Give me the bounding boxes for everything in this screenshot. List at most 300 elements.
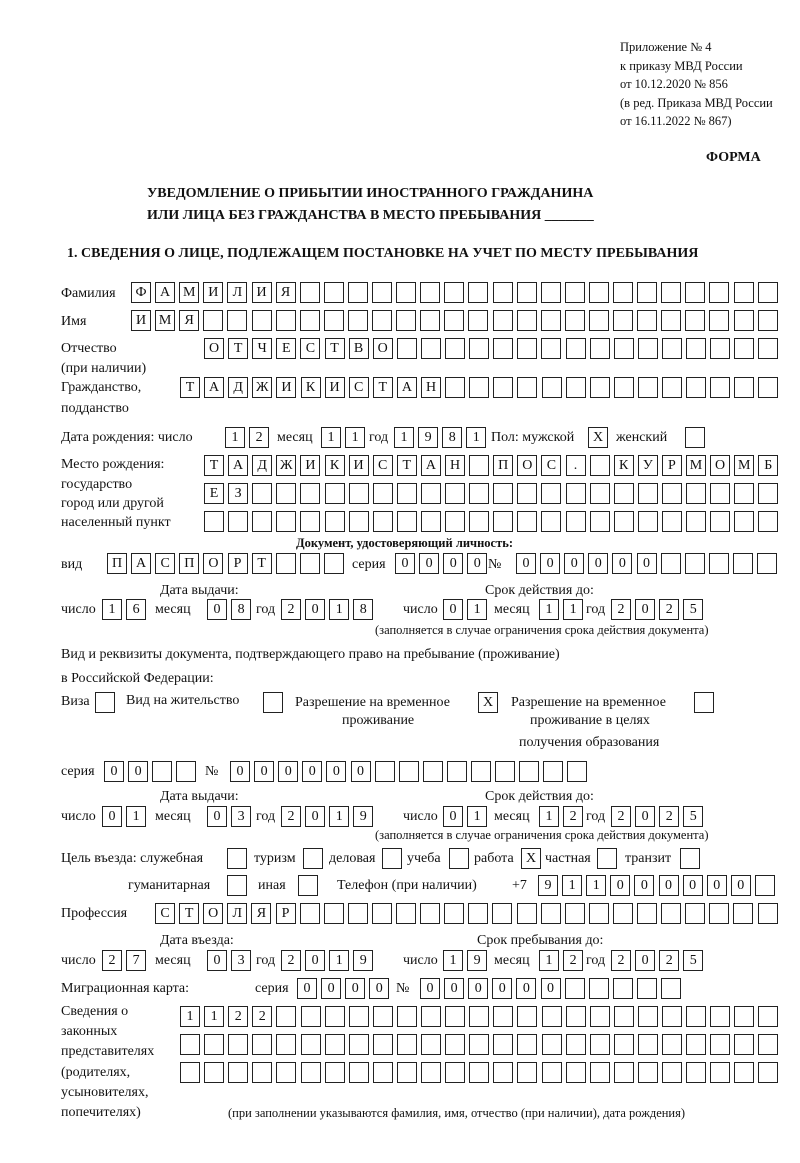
surname-cell[interactable]: [372, 282, 392, 303]
birth-year-cell[interactable]: 9: [418, 427, 438, 448]
rep2-cell[interactable]: [614, 1034, 634, 1055]
stay-valid-year-cell[interactable]: 2: [659, 806, 679, 827]
rep3-cell[interactable]: [228, 1062, 248, 1083]
citizenship-cell[interactable]: И: [325, 377, 345, 398]
birth-place1-cell[interactable]: К: [614, 455, 634, 476]
rep2-cell[interactable]: [710, 1034, 730, 1055]
stay-series-cell[interactable]: [152, 761, 172, 782]
rep3-cell[interactable]: [445, 1062, 465, 1083]
visa-cell[interactable]: [95, 692, 115, 713]
rep2-cell[interactable]: [276, 1034, 296, 1055]
p-private-cell[interactable]: [597, 848, 617, 869]
p-transit-cell[interactable]: [680, 848, 700, 869]
birth-place3-cell[interactable]: [686, 511, 706, 532]
profession-cell[interactable]: С: [155, 903, 175, 924]
doc-issue-month-cell[interactable]: 0: [207, 599, 227, 620]
name-cell[interactable]: [734, 310, 754, 331]
mc-number-cell[interactable]: [613, 978, 633, 999]
stay-number-cell[interactable]: [399, 761, 419, 782]
profession-cell[interactable]: О: [203, 903, 223, 924]
birth-place2-cell[interactable]: [300, 483, 320, 504]
birth-place1-cell[interactable]: И: [349, 455, 369, 476]
stay-number-cell[interactable]: 0: [254, 761, 274, 782]
birth-place1-cell[interactable]: И: [300, 455, 320, 476]
patronymic-cell[interactable]: Е: [276, 338, 296, 359]
stay-series-cell[interactable]: [176, 761, 196, 782]
citizenship-cell[interactable]: [445, 377, 465, 398]
patronymic-cell[interactable]: [614, 338, 634, 359]
profession-cell[interactable]: [468, 903, 488, 924]
citizenship-cell[interactable]: [614, 377, 634, 398]
surname-cell[interactable]: Л: [227, 282, 247, 303]
name-cell[interactable]: [637, 310, 657, 331]
patronymic-cell[interactable]: [734, 338, 754, 359]
rep2-cell[interactable]: [493, 1034, 513, 1055]
birth-place1-cell[interactable]: Н: [445, 455, 465, 476]
doc-series-cell[interactable]: 0: [419, 553, 439, 574]
birth-place2-cell[interactable]: [325, 483, 345, 504]
birth-place2-cell[interactable]: [493, 483, 513, 504]
birth-place1-cell[interactable]: Т: [204, 455, 224, 476]
name-cell[interactable]: [661, 310, 681, 331]
profession-cell[interactable]: [444, 903, 464, 924]
name-cell[interactable]: [758, 310, 778, 331]
rep1-cell[interactable]: 1: [180, 1006, 200, 1027]
stay-issue-day-cell[interactable]: 1: [126, 806, 146, 827]
doc-kind-cell[interactable]: Р: [228, 553, 248, 574]
doc-valid-year-cell[interactable]: 2: [659, 599, 679, 620]
profession-cell[interactable]: [661, 903, 681, 924]
rep1-cell[interactable]: [325, 1006, 345, 1027]
rep1-cell[interactable]: 1: [204, 1006, 224, 1027]
rep3-cell[interactable]: [638, 1062, 658, 1083]
birth-place3-cell[interactable]: [349, 511, 369, 532]
doc-number-cell[interactable]: [733, 553, 753, 574]
rep1-cell[interactable]: [276, 1006, 296, 1027]
stay-valid-day-cell[interactable]: 1: [467, 806, 487, 827]
citizenship-cell[interactable]: Ж: [252, 377, 272, 398]
rep2-cell[interactable]: [662, 1034, 682, 1055]
birth-day-cell[interactable]: 2: [249, 427, 269, 448]
rep1-cell[interactable]: [373, 1006, 393, 1027]
patronymic-cell[interactable]: [517, 338, 537, 359]
doc-number-cell[interactable]: [757, 553, 777, 574]
rep1-cell[interactable]: [710, 1006, 730, 1027]
patronymic-cell[interactable]: [469, 338, 489, 359]
phone-cell[interactable]: 0: [683, 875, 703, 896]
surname-cell[interactable]: [589, 282, 609, 303]
residence-cell[interactable]: [263, 692, 283, 713]
citizenship-cell[interactable]: [493, 377, 513, 398]
birth-place2-cell[interactable]: [349, 483, 369, 504]
birth-place2-cell[interactable]: [614, 483, 634, 504]
doc-series-cell[interactable]: 0: [443, 553, 463, 574]
rep3-cell[interactable]: [397, 1062, 417, 1083]
rep1-cell[interactable]: [662, 1006, 682, 1027]
surname-cell[interactable]: [709, 282, 729, 303]
birth-month-cell[interactable]: 1: [345, 427, 365, 448]
stay-number-cell[interactable]: [471, 761, 491, 782]
patronymic-cell[interactable]: [566, 338, 586, 359]
profession-cell[interactable]: [372, 903, 392, 924]
name-cell[interactable]: [396, 310, 416, 331]
profession-cell[interactable]: [324, 903, 344, 924]
birth-place3-cell[interactable]: [662, 511, 682, 532]
until-month-cell[interactable]: 2: [563, 950, 583, 971]
name-cell[interactable]: [493, 310, 513, 331]
rep2-cell[interactable]: [349, 1034, 369, 1055]
stay-issue-year-cell[interactable]: 9: [353, 806, 373, 827]
rep2-cell[interactable]: [397, 1034, 417, 1055]
surname-cell[interactable]: [661, 282, 681, 303]
rep3-cell[interactable]: [517, 1062, 537, 1083]
birth-month-cell[interactable]: 1: [321, 427, 341, 448]
birth-place3-cell[interactable]: [300, 511, 320, 532]
birth-place2-cell[interactable]: [566, 483, 586, 504]
name-cell[interactable]: [541, 310, 561, 331]
rep2-cell[interactable]: [180, 1034, 200, 1055]
rep1-cell[interactable]: [566, 1006, 586, 1027]
rep3-cell[interactable]: [758, 1062, 778, 1083]
until-month-cell[interactable]: 1: [539, 950, 559, 971]
doc-number-cell[interactable]: [661, 553, 681, 574]
patronymic-cell[interactable]: [710, 338, 730, 359]
stay-number-cell[interactable]: [423, 761, 443, 782]
name-cell[interactable]: [613, 310, 633, 331]
doc-kind-cell[interactable]: [324, 553, 344, 574]
birth-place3-cell[interactable]: [252, 511, 272, 532]
birth-place3-cell[interactable]: [493, 511, 513, 532]
stay-number-cell[interactable]: [495, 761, 515, 782]
birth-place1-cell[interactable]: К: [325, 455, 345, 476]
phone-cell[interactable]: 0: [659, 875, 679, 896]
surname-cell[interactable]: [517, 282, 537, 303]
mc-series-cell[interactable]: 0: [369, 978, 389, 999]
mc-series-cell[interactable]: 0: [297, 978, 317, 999]
doc-valid-month-cell[interactable]: 1: [539, 599, 559, 620]
profession-cell[interactable]: Т: [179, 903, 199, 924]
rep1-cell[interactable]: [493, 1006, 513, 1027]
birth-place2-cell[interactable]: [638, 483, 658, 504]
rep3-cell[interactable]: [734, 1062, 754, 1083]
patronymic-cell[interactable]: Т: [228, 338, 248, 359]
birth-place2-cell[interactable]: [373, 483, 393, 504]
entry-year-cell[interactable]: 1: [329, 950, 349, 971]
birth-day-cell[interactable]: 1: [225, 427, 245, 448]
profession-cell[interactable]: [709, 903, 729, 924]
birth-place2-cell[interactable]: [445, 483, 465, 504]
sex-male-cell[interactable]: X: [588, 427, 608, 448]
citizenship-cell[interactable]: [590, 377, 610, 398]
doc-issue-day-cell[interactable]: 6: [126, 599, 146, 620]
birth-place1-cell[interactable]: Б: [758, 455, 778, 476]
rep1-cell[interactable]: [421, 1006, 441, 1027]
surname-cell[interactable]: [541, 282, 561, 303]
p-other-cell[interactable]: [298, 875, 318, 896]
doc-series-cell[interactable]: 0: [467, 553, 487, 574]
rep2-cell[interactable]: [252, 1034, 272, 1055]
profession-cell[interactable]: [565, 903, 585, 924]
birth-place2-cell[interactable]: [421, 483, 441, 504]
birth-place3-cell[interactable]: [373, 511, 393, 532]
name-cell[interactable]: И: [131, 310, 151, 331]
profession-cell[interactable]: [733, 903, 753, 924]
birth-place1-cell[interactable]: Т: [397, 455, 417, 476]
doc-valid-year-cell[interactable]: 2: [611, 599, 631, 620]
rep3-cell[interactable]: [493, 1062, 513, 1083]
mc-number-cell[interactable]: [637, 978, 657, 999]
rep3-cell[interactable]: [349, 1062, 369, 1083]
rep3-cell[interactable]: [180, 1062, 200, 1083]
patronymic-cell[interactable]: О: [204, 338, 224, 359]
mc-number-cell[interactable]: 0: [444, 978, 464, 999]
birth-place2-cell[interactable]: [276, 483, 296, 504]
birth-place1-cell[interactable]: М: [686, 455, 706, 476]
citizenship-cell[interactable]: А: [397, 377, 417, 398]
stay-number-cell[interactable]: 0: [326, 761, 346, 782]
patronymic-cell[interactable]: [758, 338, 778, 359]
rep3-cell[interactable]: [252, 1062, 272, 1083]
entry-year-cell[interactable]: 0: [305, 950, 325, 971]
stay-valid-year-cell[interactable]: 0: [635, 806, 655, 827]
entry-day-cell[interactable]: 7: [126, 950, 146, 971]
stay-series-cell[interactable]: 0: [128, 761, 148, 782]
rep2-cell[interactable]: [638, 1034, 658, 1055]
patronymic-cell[interactable]: [541, 338, 561, 359]
stay-number-cell[interactable]: 0: [351, 761, 371, 782]
stay-number-cell[interactable]: 0: [278, 761, 298, 782]
surname-cell[interactable]: [493, 282, 513, 303]
rep2-cell[interactable]: [566, 1034, 586, 1055]
name-cell[interactable]: [517, 310, 537, 331]
name-cell[interactable]: [589, 310, 609, 331]
profession-cell[interactable]: [541, 903, 561, 924]
surname-cell[interactable]: Я: [276, 282, 296, 303]
doc-issue-year-cell[interactable]: 0: [305, 599, 325, 620]
stay-issue-year-cell[interactable]: 2: [281, 806, 301, 827]
rep2-cell[interactable]: [373, 1034, 393, 1055]
surname-cell[interactable]: [324, 282, 344, 303]
doc-series-cell[interactable]: 0: [395, 553, 415, 574]
stay-issue-month-cell[interactable]: 0: [207, 806, 227, 827]
mc-number-cell[interactable]: [661, 978, 681, 999]
birth-place1-cell[interactable]: .: [566, 455, 586, 476]
doc-number-cell[interactable]: 0: [612, 553, 632, 574]
name-cell[interactable]: [348, 310, 368, 331]
p-humanitarian-cell[interactable]: [227, 875, 247, 896]
birth-place3-cell[interactable]: [517, 511, 537, 532]
stay-issue-month-cell[interactable]: 3: [231, 806, 251, 827]
rep3-cell[interactable]: [614, 1062, 634, 1083]
profession-cell[interactable]: [348, 903, 368, 924]
stay-valid-year-cell[interactable]: 5: [683, 806, 703, 827]
birth-place2-cell[interactable]: Е: [204, 483, 224, 504]
birth-place1-cell[interactable]: [590, 455, 610, 476]
rep1-cell[interactable]: 2: [228, 1006, 248, 1027]
birth-place3-cell[interactable]: [614, 511, 634, 532]
surname-cell[interactable]: [565, 282, 585, 303]
until-year-cell[interactable]: 0: [635, 950, 655, 971]
mc-number-cell[interactable]: 0: [420, 978, 440, 999]
birth-place2-cell[interactable]: [662, 483, 682, 504]
patronymic-cell[interactable]: [397, 338, 417, 359]
doc-kind-cell[interactable]: [276, 553, 296, 574]
citizenship-cell[interactable]: [758, 377, 778, 398]
rep1-cell[interactable]: [517, 1006, 537, 1027]
entry-month-cell[interactable]: 3: [231, 950, 251, 971]
rep1-cell[interactable]: [638, 1006, 658, 1027]
doc-number-cell[interactable]: 0: [637, 553, 657, 574]
rep3-cell[interactable]: [421, 1062, 441, 1083]
birth-place1-cell[interactable]: О: [517, 455, 537, 476]
surname-cell[interactable]: А: [155, 282, 175, 303]
mc-number-cell[interactable]: [589, 978, 609, 999]
rep3-cell[interactable]: [686, 1062, 706, 1083]
name-cell[interactable]: [685, 310, 705, 331]
until-day-cell[interactable]: 1: [443, 950, 463, 971]
citizenship-cell[interactable]: [638, 377, 658, 398]
phone-cell[interactable]: [755, 875, 775, 896]
citizenship-cell[interactable]: И: [276, 377, 296, 398]
doc-issue-month-cell[interactable]: 8: [231, 599, 251, 620]
profession-cell[interactable]: [758, 903, 778, 924]
rep3-cell[interactable]: [204, 1062, 224, 1083]
citizenship-cell[interactable]: А: [204, 377, 224, 398]
doc-kind-cell[interactable]: О: [203, 553, 223, 574]
rep1-cell[interactable]: [734, 1006, 754, 1027]
birth-place3-cell[interactable]: [734, 511, 754, 532]
rep1-cell[interactable]: [469, 1006, 489, 1027]
until-year-cell[interactable]: 5: [683, 950, 703, 971]
phone-cell[interactable]: 0: [610, 875, 630, 896]
rep3-cell[interactable]: [710, 1062, 730, 1083]
stay-number-cell[interactable]: [447, 761, 467, 782]
doc-valid-day-cell[interactable]: 1: [467, 599, 487, 620]
doc-number-cell[interactable]: [709, 553, 729, 574]
stay-number-cell[interactable]: [543, 761, 563, 782]
rep1-cell[interactable]: 2: [252, 1006, 272, 1027]
p-business-cell[interactable]: [382, 848, 402, 869]
stay-number-cell[interactable]: [519, 761, 539, 782]
stay-series-cell[interactable]: 0: [104, 761, 124, 782]
doc-issue-year-cell[interactable]: 8: [353, 599, 373, 620]
birth-place1-cell[interactable]: О: [710, 455, 730, 476]
doc-number-cell[interactable]: 0: [588, 553, 608, 574]
patronymic-cell[interactable]: [493, 338, 513, 359]
citizenship-cell[interactable]: [734, 377, 754, 398]
profession-cell[interactable]: Л: [227, 903, 247, 924]
stay-issue-year-cell[interactable]: 0: [305, 806, 325, 827]
stay-number-cell[interactable]: [375, 761, 395, 782]
surname-cell[interactable]: [420, 282, 440, 303]
surname-cell[interactable]: [300, 282, 320, 303]
name-cell[interactable]: [227, 310, 247, 331]
mc-number-cell[interactable]: [565, 978, 585, 999]
phone-cell[interactable]: 0: [707, 875, 727, 896]
rep1-cell[interactable]: [349, 1006, 369, 1027]
surname-cell[interactable]: [444, 282, 464, 303]
birth-place3-cell[interactable]: [638, 511, 658, 532]
rep1-cell[interactable]: [301, 1006, 321, 1027]
patronymic-cell[interactable]: [638, 338, 658, 359]
phone-cell[interactable]: 0: [634, 875, 654, 896]
stay-number-cell[interactable]: [567, 761, 587, 782]
name-cell[interactable]: [252, 310, 272, 331]
profession-cell[interactable]: [492, 903, 512, 924]
rep2-cell[interactable]: [228, 1034, 248, 1055]
profession-cell[interactable]: [396, 903, 416, 924]
profession-cell[interactable]: [517, 903, 537, 924]
patronymic-cell[interactable]: С: [300, 338, 320, 359]
p-service-cell[interactable]: [227, 848, 247, 869]
doc-kind-cell[interactable]: П: [107, 553, 127, 574]
surname-cell[interactable]: [396, 282, 416, 303]
citizenship-cell[interactable]: Д: [228, 377, 248, 398]
rep2-cell[interactable]: [204, 1034, 224, 1055]
stay-valid-month-cell[interactable]: 2: [563, 806, 583, 827]
birth-place1-cell[interactable]: А: [421, 455, 441, 476]
patronymic-cell[interactable]: [662, 338, 682, 359]
entry-year-cell[interactable]: 2: [281, 950, 301, 971]
name-cell[interactable]: [276, 310, 296, 331]
stay-issue-year-cell[interactable]: 1: [329, 806, 349, 827]
birth-place2-cell[interactable]: [686, 483, 706, 504]
profession-cell[interactable]: [613, 903, 633, 924]
rep3-cell[interactable]: [276, 1062, 296, 1083]
surname-cell[interactable]: [468, 282, 488, 303]
patronymic-cell[interactable]: [686, 338, 706, 359]
mc-number-cell[interactable]: 0: [516, 978, 536, 999]
citizenship-cell[interactable]: К: [301, 377, 321, 398]
rep3-cell[interactable]: [325, 1062, 345, 1083]
rep2-cell[interactable]: [542, 1034, 562, 1055]
stay-issue-day-cell[interactable]: 0: [102, 806, 122, 827]
birth-place2-cell[interactable]: [541, 483, 561, 504]
doc-valid-year-cell[interactable]: 0: [635, 599, 655, 620]
patronymic-cell[interactable]: [590, 338, 610, 359]
stay-valid-day-cell[interactable]: 0: [443, 806, 463, 827]
doc-valid-month-cell[interactable]: 1: [563, 599, 583, 620]
name-cell[interactable]: [324, 310, 344, 331]
birth-year-cell[interactable]: 8: [442, 427, 462, 448]
name-cell[interactable]: [300, 310, 320, 331]
until-day-cell[interactable]: 9: [467, 950, 487, 971]
doc-kind-cell[interactable]: Т: [252, 553, 272, 574]
citizenship-cell[interactable]: [469, 377, 489, 398]
name-cell[interactable]: [420, 310, 440, 331]
birth-place1-cell[interactable]: М: [734, 455, 754, 476]
birth-place2-cell[interactable]: [469, 483, 489, 504]
birth-place1-cell[interactable]: Р: [662, 455, 682, 476]
name-cell[interactable]: [372, 310, 392, 331]
name-cell[interactable]: [468, 310, 488, 331]
phone-cell[interactable]: 1: [562, 875, 582, 896]
profession-cell[interactable]: [589, 903, 609, 924]
doc-issue-day-cell[interactable]: 1: [102, 599, 122, 620]
surname-cell[interactable]: [734, 282, 754, 303]
phone-cell[interactable]: 9: [538, 875, 558, 896]
rep3-cell[interactable]: [301, 1062, 321, 1083]
citizenship-cell[interactable]: [542, 377, 562, 398]
birth-place3-cell[interactable]: [421, 511, 441, 532]
p-work-cell[interactable]: X: [521, 848, 541, 869]
rep3-cell[interactable]: [373, 1062, 393, 1083]
name-cell[interactable]: [444, 310, 464, 331]
birth-place1-cell[interactable]: Д: [252, 455, 272, 476]
stay-number-cell[interactable]: 0: [230, 761, 250, 782]
birth-place1-cell[interactable]: П: [493, 455, 513, 476]
rep2-cell[interactable]: [445, 1034, 465, 1055]
